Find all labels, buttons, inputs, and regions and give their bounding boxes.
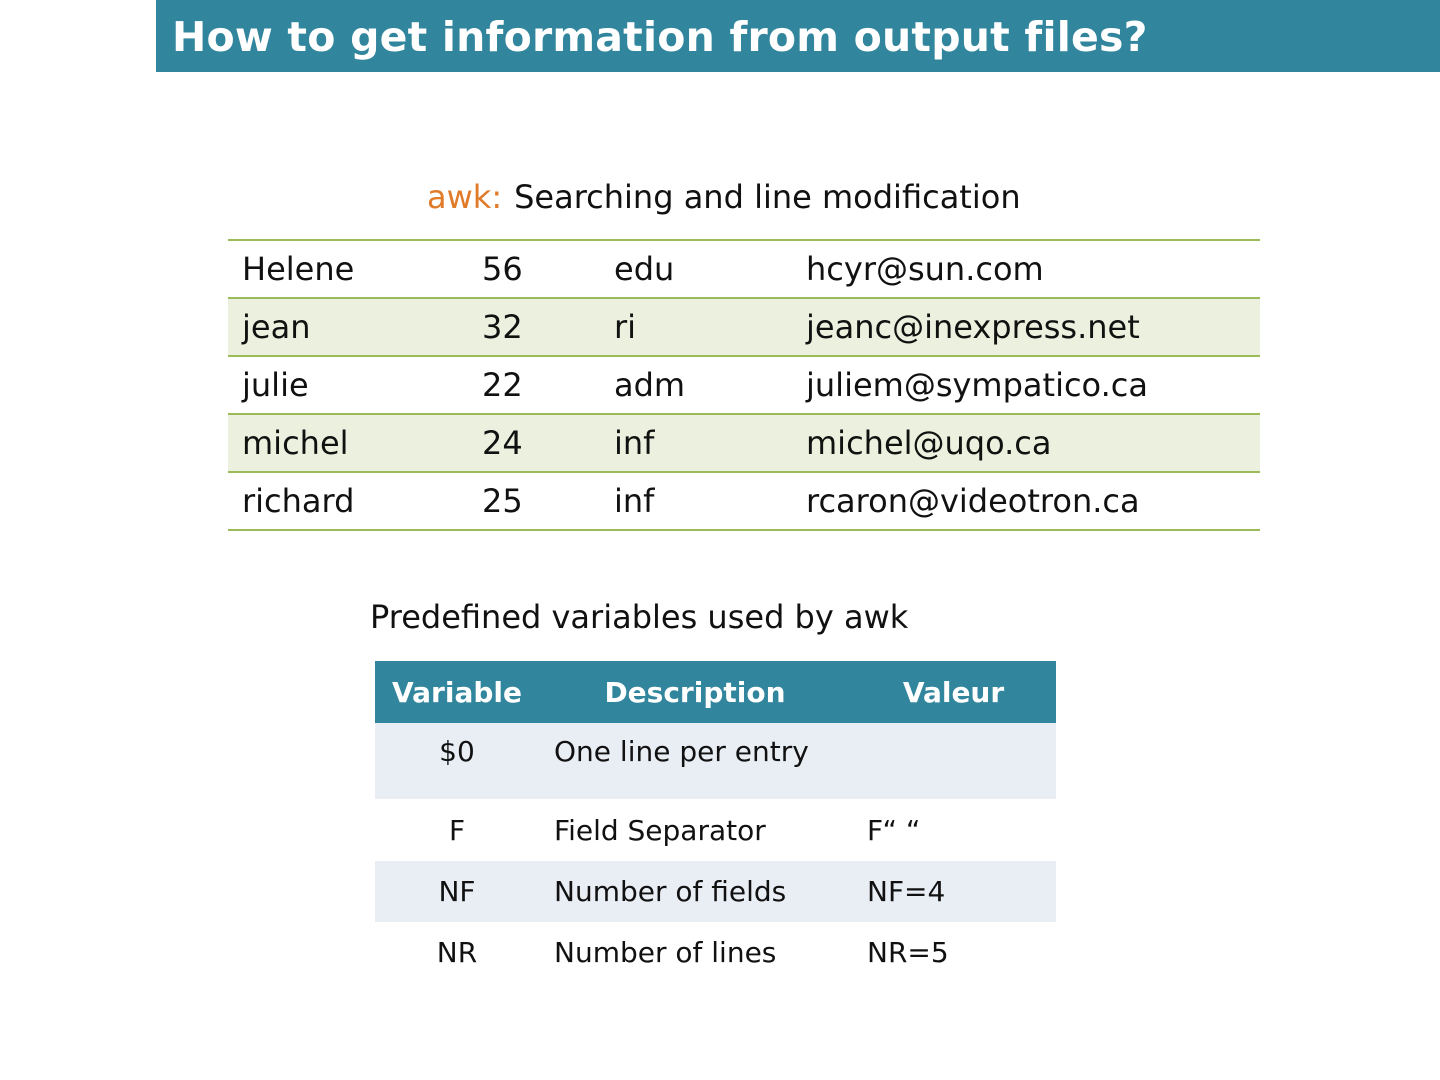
cell-variable: NF bbox=[438, 875, 476, 908]
slide-title: How to get information from output files? bbox=[172, 13, 1148, 61]
cell-email: michel@uqo.ca bbox=[806, 424, 1052, 462]
cell-name: michel bbox=[242, 424, 349, 462]
title-bar bbox=[156, 0, 1440, 72]
cell-name: richard bbox=[242, 482, 355, 520]
awk-label: awk: bbox=[427, 178, 503, 216]
table-row bbox=[375, 723, 1056, 799]
column-header-variable: Variable bbox=[392, 675, 522, 709]
table-row bbox=[375, 799, 1056, 861]
cell-dept: inf bbox=[614, 424, 655, 462]
table-header-row bbox=[375, 661, 1056, 723]
cell-name: julie bbox=[242, 366, 309, 404]
cell-variable: F bbox=[448, 813, 466, 847]
cell-value: NF=4 bbox=[867, 875, 946, 908]
table-row bbox=[228, 414, 1260, 472]
cell-age: 25 bbox=[482, 482, 523, 520]
awk-example-table bbox=[228, 239, 1260, 531]
cell-dept: ri bbox=[614, 308, 637, 346]
cell-description: One line per entry bbox=[554, 735, 809, 768]
cell-value bbox=[851, 723, 1056, 799]
cell-age: 22 bbox=[482, 366, 523, 404]
cell-description: Number of lines bbox=[554, 936, 777, 969]
cell-email: rcaron@videotron.ca bbox=[806, 482, 1140, 520]
awk-heading-text: Searching and line modification bbox=[514, 178, 1021, 216]
awk-variables-table bbox=[375, 661, 1056, 983]
cell-name: Helene bbox=[242, 250, 355, 288]
cell-email: jeanc@inexpress.net bbox=[806, 308, 1140, 346]
cell-name: jean bbox=[242, 308, 311, 346]
cell-description: Number of fields bbox=[554, 875, 787, 908]
cell-value: F“ “ bbox=[867, 813, 921, 847]
cell-variable: NR bbox=[436, 936, 478, 969]
table-row bbox=[228, 356, 1260, 414]
column-header-valeur: Valeur bbox=[902, 675, 1005, 709]
table-row bbox=[228, 240, 1260, 298]
cell-dept: inf bbox=[614, 482, 655, 520]
cell-dept: adm bbox=[614, 366, 686, 404]
column-header-description: Description bbox=[604, 675, 786, 709]
cell-description: Field Separator bbox=[554, 813, 766, 847]
cell-email: hcyr@sun.com bbox=[806, 250, 1044, 288]
cell-variable: $0 bbox=[439, 735, 475, 768]
awk-heading bbox=[427, 178, 1021, 216]
cell-value: NR=5 bbox=[867, 936, 949, 969]
cell-age: 32 bbox=[482, 308, 523, 346]
cell-age: 24 bbox=[482, 424, 523, 462]
table-row bbox=[375, 861, 1056, 922]
cell-email: juliem@sympatico.ca bbox=[806, 366, 1148, 404]
cell-dept: edu bbox=[614, 250, 675, 288]
table-row bbox=[228, 472, 1260, 530]
table-row bbox=[228, 298, 1260, 356]
cell-age: 56 bbox=[482, 250, 523, 288]
table-row bbox=[375, 922, 1056, 983]
vars-heading: Predefined variables used by awk bbox=[370, 598, 909, 636]
